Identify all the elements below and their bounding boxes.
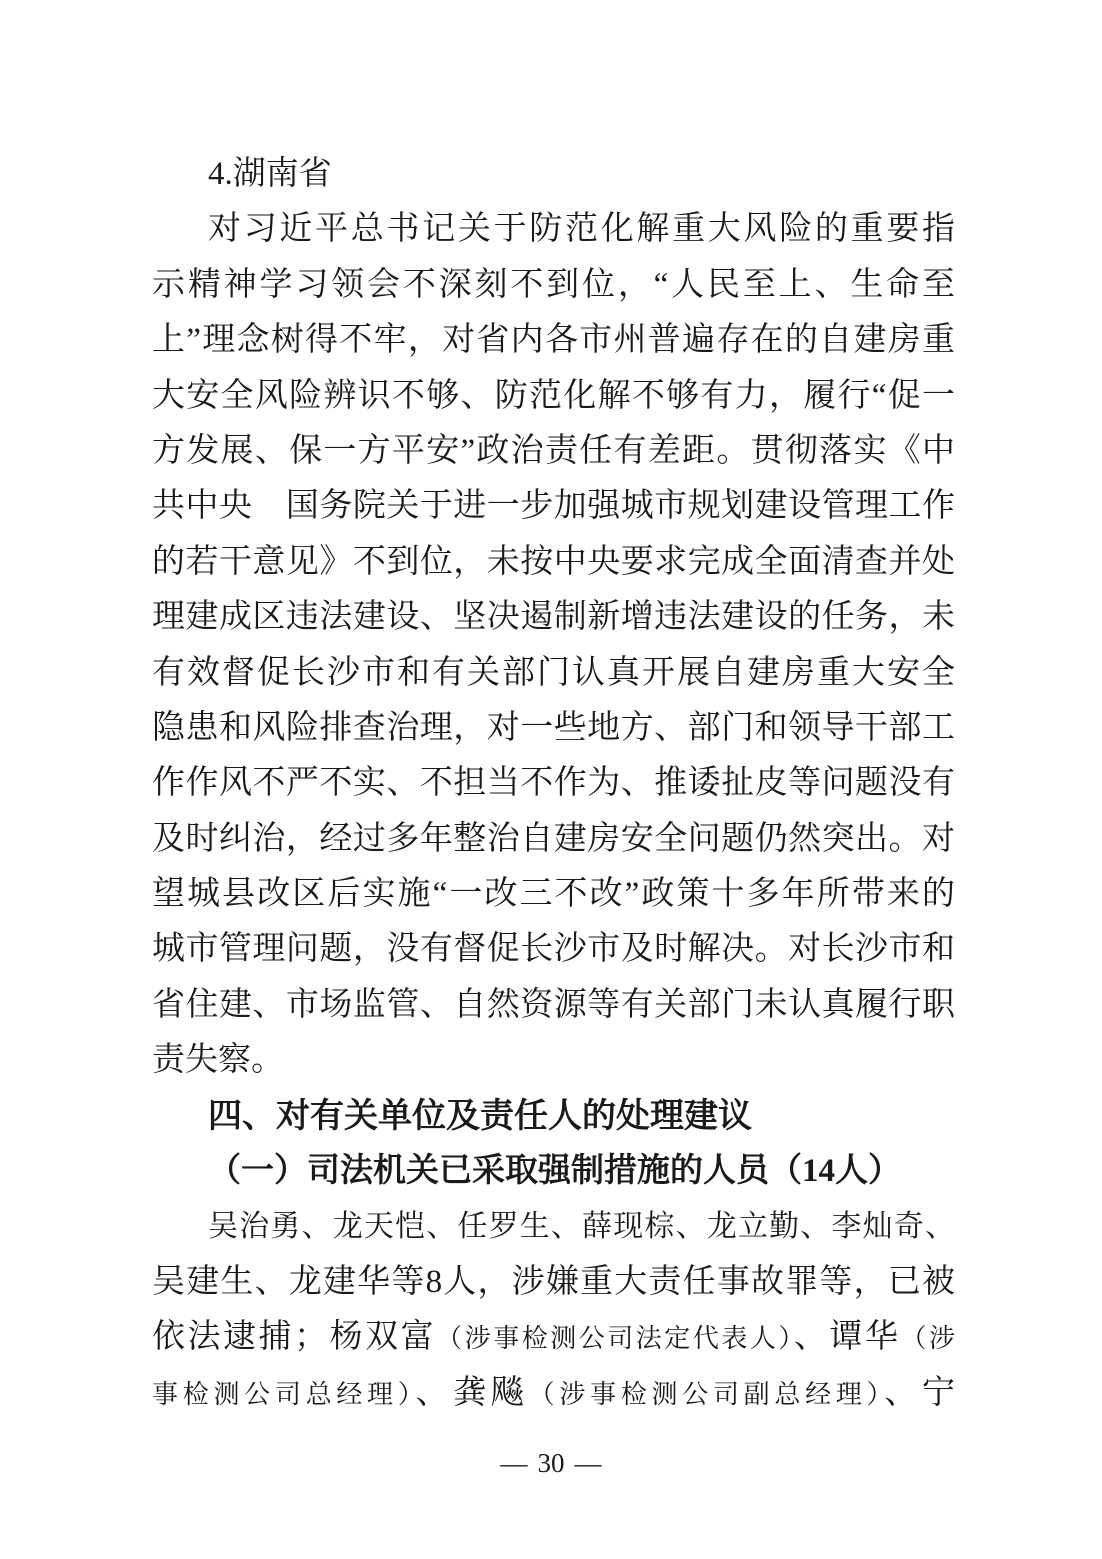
footer-right-dash: — — [574, 1448, 602, 1478]
body-line: 有效督促长沙市和有关部门认真开展自建房重大安全 — [152, 654, 955, 691]
body-line: 示精神学习领会不深刻不到位，“人民至上、生命至 — [152, 266, 955, 303]
body-line: 省住建、市场监管、自然资源等有关部门未认真履行职 — [152, 986, 955, 1023]
body-line: 吴建生、龙建华等8人，涉嫌重大责任事故罪等，已被 — [152, 1263, 955, 1300]
body-line: 的若干意见》不到位，未按中央要求完成全面清查并处 — [152, 543, 955, 580]
page-footer — [0, 1448, 1102, 1479]
body-line: 大安全风险辨识不够、防范化解不够有力，履行“促一 — [152, 377, 955, 414]
footer-left-dash: — — [500, 1448, 528, 1478]
body-line: 隐患和风险排查治理，对一些地方、部门和领导干部工 — [152, 709, 955, 746]
section-heading: 四、对有关单位及责任人的处理建议 — [208, 1096, 752, 1135]
annotation-text-segment: （涉事检测公司法定代表人） — [436, 1324, 794, 1354]
body-line: 对习近平总书记关于防范化解重大风险的重要指 — [208, 211, 955, 248]
body-line: 理建成区违法建设、坚决遏制新增违法建设的任务，未 — [152, 599, 955, 636]
body-line: 方发展、保一方平安”政治责任有差距。贯彻落实《中 — [152, 432, 955, 469]
body-line: 责失察。 — [152, 1042, 284, 1079]
body-line: 作作风不严不实、不担当不作为、推诿扯皮等问题没有 — [152, 765, 955, 802]
annotation-text-segment: 事检测公司总经理） — [152, 1379, 416, 1409]
body-line: 共中央 国务院关于进一步加强城市规划建设管理工作 — [152, 488, 955, 525]
body-text-segment: 、宁 — [884, 1374, 955, 1411]
body-line — [152, 1310, 955, 1365]
item-heading: 4.湖南省 — [208, 156, 332, 192]
body-line: 及时纠治，经过多年整治自建房安全问题仍然突出。对 — [152, 820, 955, 857]
body-line: 望城县改区后实施“一改三不改”政策十多年所带来的 — [152, 876, 955, 913]
body-text-segment: 、谭华 — [793, 1319, 901, 1356]
body-line — [152, 1366, 955, 1421]
body-text-segment: 、龚飚 — [415, 1374, 529, 1411]
body-text-segment: 依法逮捕；杨双富 — [152, 1319, 437, 1356]
body-line: 上”理念树得不牢，对省内各市州普遍存在的自建房重 — [152, 322, 955, 359]
page-number: 30 — [537, 1448, 565, 1478]
text-block — [152, 147, 955, 1421]
subsection-heading: （一）司法机关已采取强制措施的人员（14人） — [208, 1153, 901, 1190]
body-line: 城市管理问题，没有督促长沙市及时解决。对长沙市和 — [152, 931, 955, 968]
annotation-text-segment: （涉 — [900, 1324, 955, 1354]
annotation-text-segment: （涉事检测公司副总经理） — [528, 1379, 885, 1409]
body-line: 吴治勇、龙天恺、任罗生、薛现棕、龙立勤、李灿奇、 — [208, 1210, 955, 1244]
